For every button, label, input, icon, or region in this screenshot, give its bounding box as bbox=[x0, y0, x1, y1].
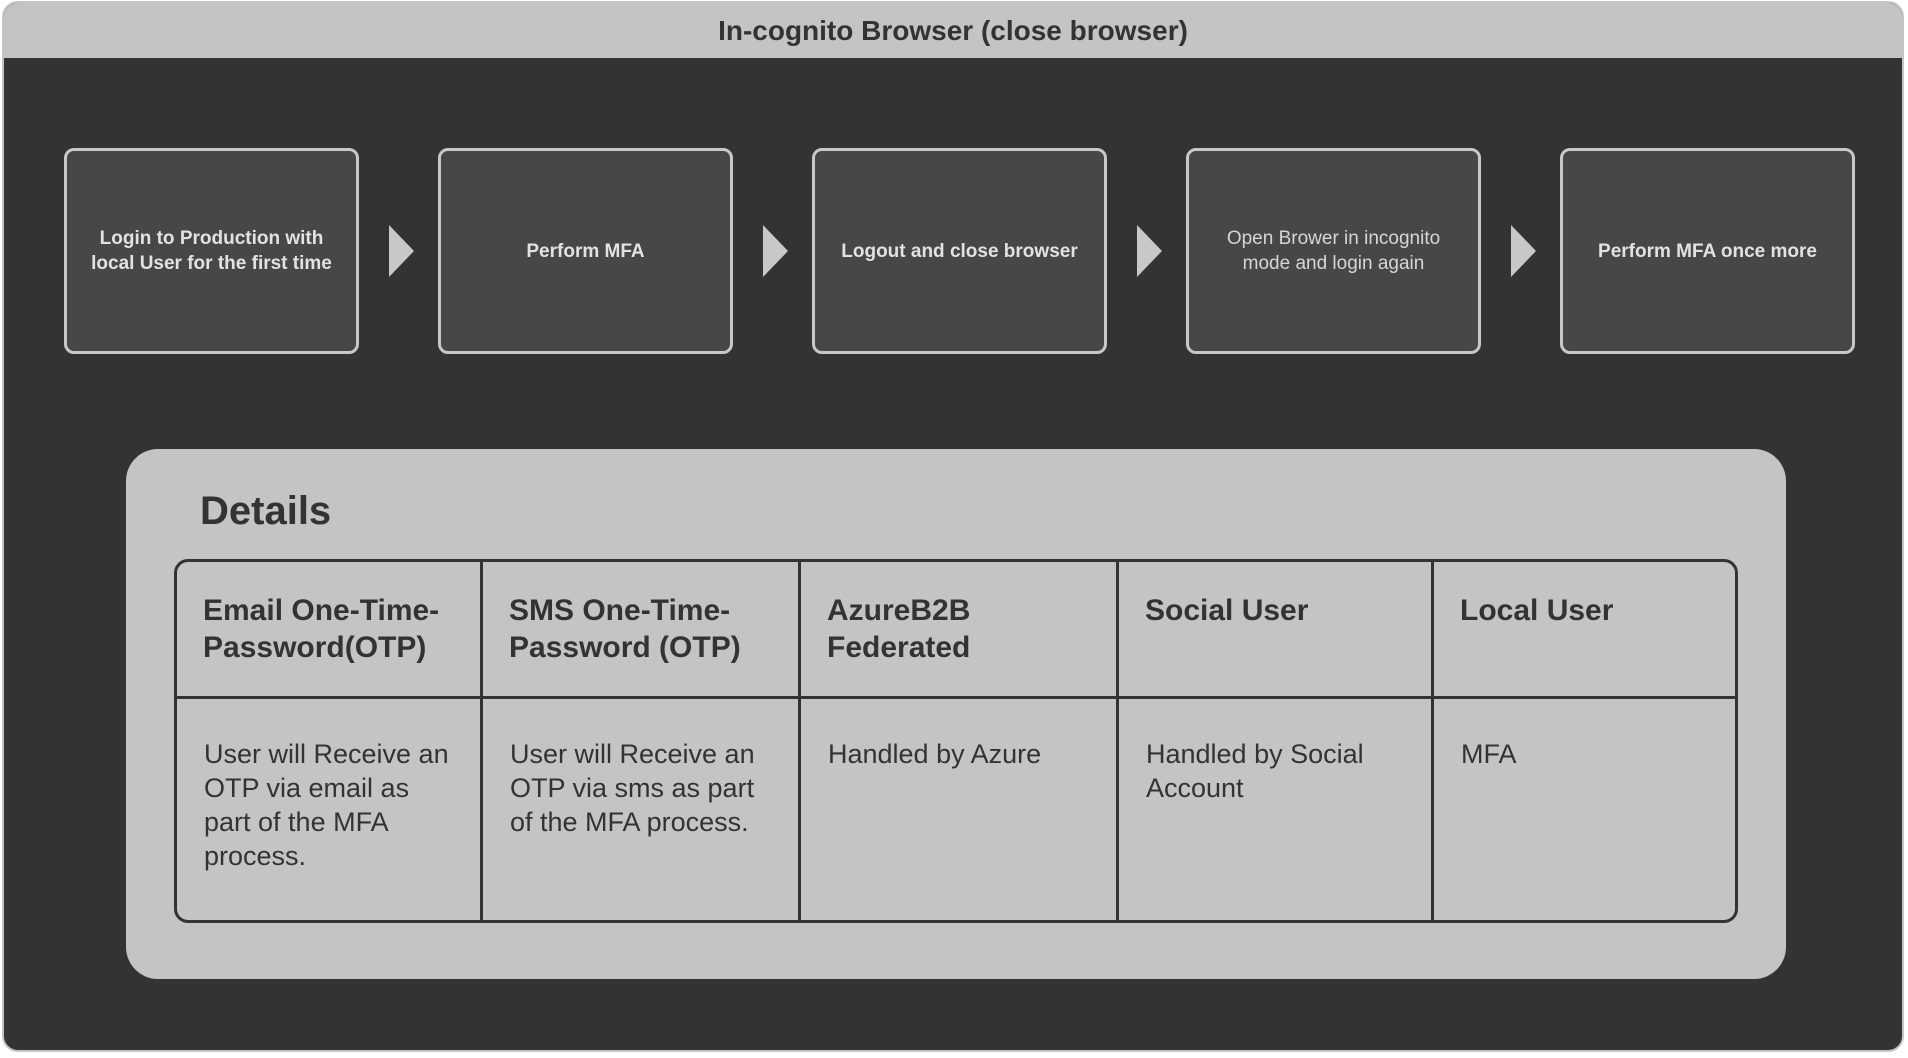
table-cell-sms-otp: User will Receive an OTP via sms as part of the MFA process. bbox=[483, 699, 801, 920]
column-header-azureb2b: AzureB2B Federated bbox=[801, 562, 1119, 699]
title-bar bbox=[4, 3, 1902, 58]
flow-step-perform-mfa bbox=[438, 148, 733, 354]
table-cell-azureb2b: Handled by Azure bbox=[801, 699, 1119, 920]
table-cell-email-otp: User will Receive an OTP via email as part of the MFA process. bbox=[177, 699, 483, 920]
column-header-sms-otp: SMS One-Time-Password (OTP) bbox=[483, 562, 801, 699]
flow-step-label: Logout and close browser bbox=[841, 240, 1078, 262]
table-cell-social-user: Handled by Social Account bbox=[1119, 699, 1434, 920]
table-cell-local-user: MFA bbox=[1461, 739, 1517, 769]
browser-frame bbox=[2, 1, 1904, 1052]
details-panel bbox=[126, 449, 1786, 979]
column-header-local-user: Local User bbox=[1434, 562, 1735, 699]
details-title: Details bbox=[200, 489, 332, 533]
flow-step-label: Login to Production with local User for the first time bbox=[91, 228, 332, 274]
flow-arrow-icon bbox=[389, 225, 414, 277]
column-header-email-otp: Email One-Time-Password(OTP) bbox=[177, 562, 483, 699]
flow-step-mfa-again bbox=[1560, 148, 1855, 354]
flow-arrow-icon bbox=[763, 225, 788, 277]
flow-step-logout bbox=[812, 148, 1107, 354]
flow-step-incognito-login bbox=[1186, 148, 1481, 354]
window-title: In-cognito Browser (close browser) bbox=[718, 14, 1188, 46]
flow-arrow-icon bbox=[1511, 225, 1536, 277]
flow-step-label: Perform MFA once more bbox=[1598, 240, 1817, 262]
flow-arrow-icon bbox=[1137, 225, 1162, 277]
details-table bbox=[174, 559, 1738, 923]
flow-step-label: Perform MFA bbox=[526, 240, 645, 262]
flow-step-label: Open Brower in incognito mode and login again bbox=[1226, 228, 1441, 274]
flow-step-login bbox=[64, 148, 359, 354]
column-header-social-user: Social User bbox=[1119, 562, 1434, 699]
